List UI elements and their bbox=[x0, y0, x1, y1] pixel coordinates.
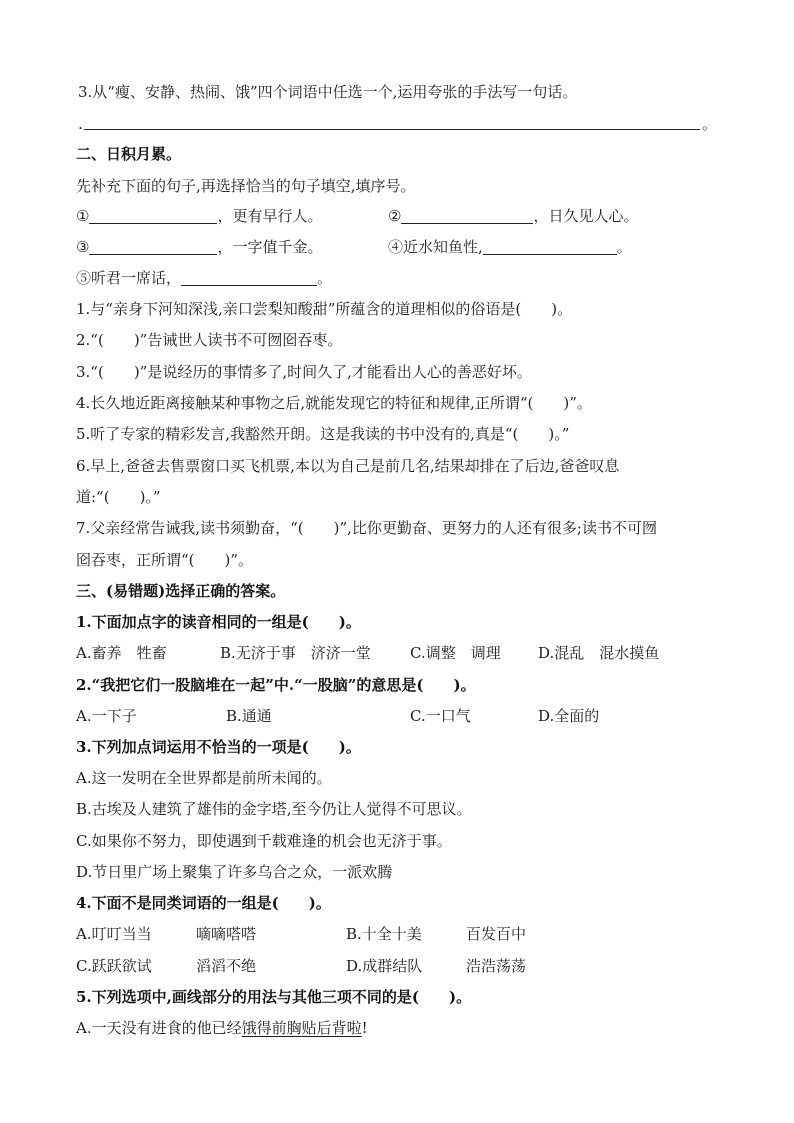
choice-1-option-d[interactable]: D.混乱 混水摸鱼 bbox=[538, 644, 660, 662]
saying-question-3: 3.“( )”是说经历的事情多了,时间久了,才能看出人心的善恶好坏。 bbox=[76, 363, 532, 381]
choice-4-option-b-word: 百发百中 bbox=[466, 925, 527, 943]
choice-5-option-a-post: ! bbox=[361, 1019, 368, 1037]
section-3-heading: 三、(易错题)选择正确的答案。 bbox=[76, 582, 286, 600]
choice-2-option-a[interactable]: A.一下子 bbox=[76, 707, 137, 725]
fill-item-2-text: ，日久见人心。 bbox=[533, 207, 639, 225]
fill-item-4-text-post: 。 bbox=[616, 238, 632, 256]
choice-1-option-b[interactable]: B.无济于事 济济一堂 bbox=[220, 644, 371, 662]
fill-item-1-number: ① bbox=[76, 207, 90, 225]
fill-item-3 bbox=[76, 237, 322, 257]
saying-question-2: 2.“( )”告诫世人读书不可囫囵吞枣。 bbox=[76, 331, 343, 349]
fill-blank-2[interactable] bbox=[401, 208, 533, 224]
choice-question-4: 4.下面不是同类词语的一组是( )。 bbox=[76, 894, 331, 912]
saying-question-7-cont: 囵吞枣，正所谓“( )”。 bbox=[76, 551, 254, 569]
saying-question-5: 5.听了专家的精彩发言,我豁然开朗。这是我读的书中没有的,真是“( )。” bbox=[76, 425, 570, 443]
fill-item-1-text: ，更有早行人。 bbox=[217, 207, 323, 225]
choice-question-5: 5.下列选项中,画线部分的用法与其他三项不同的是( )。 bbox=[76, 988, 472, 1006]
saying-question-7: 7.父亲经常告诫我,读书须勤奋，“( )”,比你更勤奋、更努力的人还有很多;读书不可囫 bbox=[76, 519, 657, 537]
fill-item-3-text: ，一字值千金。 bbox=[217, 238, 323, 256]
fill-blank-4[interactable] bbox=[483, 239, 617, 255]
saying-question-1: 1.与“亲身下河知深浅,亲口尝梨知酸甜”所蕴含的道理相似的俗语是( )。 bbox=[76, 300, 573, 318]
choice-question-3: 3.下列加点词运用不恰当的一项是( )。 bbox=[76, 738, 361, 756]
choice-4-option-d[interactable]: D.成群结队 bbox=[346, 957, 423, 975]
question-3-writing-prompt: 3.从“瘦、安静、热闹、饿”四个词语中任选一个,运用夸张的手法写一句话。 bbox=[78, 83, 578, 101]
choice-2-option-b[interactable]: B.通通 bbox=[226, 707, 272, 725]
choice-2-option-d[interactable]: D.全面的 bbox=[538, 707, 600, 725]
answer-line[interactable] bbox=[84, 129, 700, 130]
section-2-heading: 二、日积月累。 bbox=[76, 145, 182, 163]
choice-1-option-a[interactable]: A.畜养 牲畜 bbox=[76, 644, 167, 662]
fill-item-5-text-post: 。 bbox=[317, 269, 333, 287]
saying-question-6: 6.早上,爸爸去售票窗口买飞机票,本以为自己是前几名,结果却排在了后边,爸爸叹息 bbox=[76, 457, 620, 475]
choice-3-option-b[interactable]: B.古埃及人建筑了雄伟的金字塔,至今仍让人觉得不可思议。 bbox=[76, 800, 472, 818]
fill-blank-3[interactable] bbox=[89, 239, 217, 255]
fill-blank-5[interactable] bbox=[181, 270, 317, 286]
fill-item-4-text-pre: ④近水知鱼性, bbox=[388, 238, 483, 256]
section-2-instructions: 先补充下面的句子,再选择恰当的句子填空,填序号。 bbox=[76, 177, 416, 195]
choice-4-option-a-word: 嘀嘀嗒嗒 bbox=[196, 925, 257, 943]
choice-4-option-d-word: 浩浩荡荡 bbox=[466, 957, 527, 975]
saying-question-4: 4.长久地近距离接触某种事物之后,就能发现它的特征和规律,正所谓“( )”。 bbox=[76, 394, 592, 412]
choice-3-option-c[interactable]: C.如果你不努力，即使遇到千载难逢的机会也无济于事。 bbox=[76, 832, 452, 850]
fill-item-5-text-pre: ⑤听君一席话， bbox=[76, 269, 182, 287]
saying-question-6-cont: 道:“( )。” bbox=[76, 488, 161, 506]
choice-5-option-a-underlined: 饿得前胸贴后背啦 bbox=[241, 1019, 362, 1037]
choice-4-option-a[interactable]: A.叮叮当当 bbox=[76, 925, 152, 943]
choice-3-option-d[interactable]: D.节日里广场上聚集了许多乌合之众，一派欢腾 bbox=[76, 863, 393, 881]
fill-item-4 bbox=[388, 237, 632, 257]
choice-question-2: 2.“我把它们一股脑堆在一起”中.“一股脑”的意思是( )。 bbox=[76, 676, 476, 694]
choice-2-option-c[interactable]: C.一口气 bbox=[410, 707, 471, 725]
answer-line-lead: . bbox=[78, 115, 83, 133]
choice-1-option-c[interactable]: C.调整 调理 bbox=[410, 644, 501, 662]
fill-item-2 bbox=[388, 206, 638, 226]
fill-item-5 bbox=[76, 268, 332, 288]
choice-3-option-a[interactable]: A.这一发明在全世界都是前所未闻的。 bbox=[76, 769, 332, 787]
choice-question-1: 1.下面加点字的读音相同的一组是( )。 bbox=[76, 613, 361, 631]
answer-line-end: 。 bbox=[702, 115, 718, 133]
choice-4-option-c-word: 滔滔不绝 bbox=[196, 957, 257, 975]
choice-5-option-a[interactable] bbox=[76, 1018, 368, 1038]
fill-item-2-number: ② bbox=[388, 207, 402, 225]
fill-item-1 bbox=[76, 206, 322, 226]
choice-5-option-a-pre: A.一天没有进食的他已经 bbox=[76, 1019, 242, 1037]
choice-4-option-b[interactable]: B.十全十美 bbox=[346, 925, 422, 943]
choice-4-option-c[interactable]: C.跃跃欲试 bbox=[76, 957, 152, 975]
fill-item-3-number: ③ bbox=[76, 238, 90, 256]
fill-blank-1[interactable] bbox=[89, 208, 217, 224]
